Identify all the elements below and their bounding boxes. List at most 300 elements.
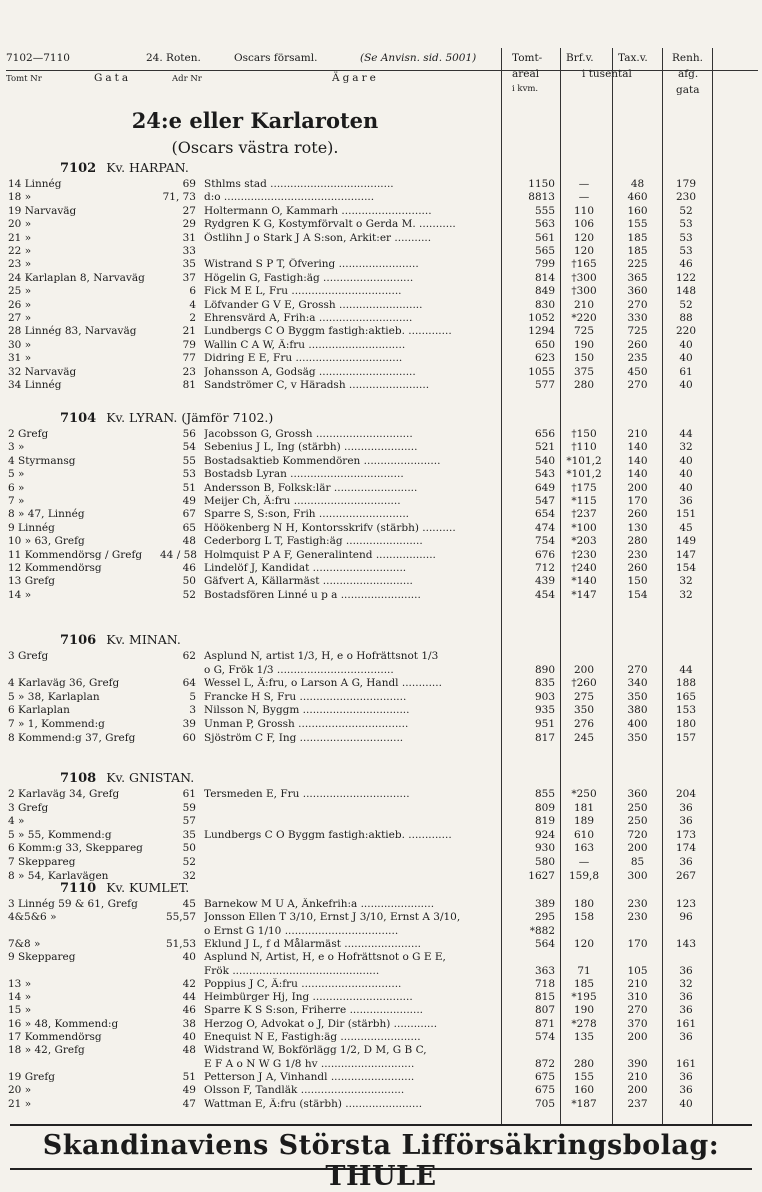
table-row [0, 575, 762, 588]
cleaning-fee-cell: 151 [675, 508, 697, 521]
tax-value-cell: 270 [627, 1004, 648, 1017]
tax-value-cell: 250 [627, 801, 648, 814]
address-number-cell: 67 [182, 508, 196, 521]
street-cell: 2 Karlaväg 34, Grefg [8, 788, 120, 800]
tax-value-cell: 230 [627, 898, 648, 910]
street-cell: 8 » 47, Linnég [8, 508, 85, 521]
cleaning-fee-cell: 32 [679, 575, 693, 588]
street-cell: 10 » 63, Grefg [8, 535, 85, 548]
area-cell: 454 [534, 588, 555, 601]
area-cell: 924 [534, 828, 555, 841]
area-cell: 814 [534, 271, 555, 284]
cleaning-fee-cell: 36 [679, 815, 693, 828]
area-cell: 809 [534, 801, 555, 814]
tax-value-cell: 210 [627, 428, 648, 440]
footer-rule [10, 1124, 752, 1126]
area-cell: 543 [534, 468, 555, 481]
fire-value-cell: 181 [573, 801, 595, 814]
area-cell: 439 [534, 575, 555, 588]
table-row [0, 589, 762, 602]
owner-cell: Herzog O, Advokat o J, Dir (stärbh) ............. [204, 1017, 438, 1030]
street-cell: 18 » [8, 191, 32, 204]
owner-cell: Wessel L, Ä:fru, o Larson A G, Handl ............ [204, 677, 442, 690]
fire-value-cell: †110 [571, 441, 597, 454]
street-cell: 20 » [8, 1084, 32, 1097]
address-number-cell: 33 [182, 245, 196, 257]
street-cell: 11 Kommendörsg / Grefg [8, 548, 143, 561]
owner-cell: Widstrand W, Bokförlägg 1/2, D M, G B C, [204, 1044, 427, 1057]
tax-value-cell: 210 [627, 977, 648, 990]
street-cell: 18 » 42, Grefg [8, 1044, 85, 1057]
address-number-cell: 48 [182, 1044, 196, 1057]
street-cell: 5 » 38, Karlaplan [8, 690, 100, 703]
table-row [0, 1084, 762, 1097]
table-row [0, 482, 762, 495]
tax-value-cell: 230 [627, 911, 648, 924]
fire-value-cell: 120 [573, 245, 595, 257]
fire-value-cell: 150 [573, 352, 595, 365]
area-cell: 718 [534, 977, 555, 990]
street-cell: 19 Grefg [8, 1070, 55, 1083]
area-cell: 564 [534, 937, 555, 950]
fire-value-cell: *278 [571, 1017, 597, 1030]
reference-note: (Se Anvisn. sid. 5001) [360, 52, 477, 64]
tax-value-cell: 260 [627, 338, 648, 351]
owner-cell: Sparre S, S:son, Frih ........................... [204, 508, 410, 521]
address-number-cell: 31 [182, 231, 196, 244]
district-label: 24. Roten. [146, 52, 201, 64]
rote-subtitle: (Oscars västra rote). [171, 138, 339, 157]
fire-value-cell: 210 [573, 298, 595, 311]
tax-value-cell: 340 [627, 677, 648, 690]
fire-value-cell: 110 [573, 204, 595, 217]
address-number-cell: 61 [182, 788, 196, 800]
block-number: 7108 [60, 771, 97, 786]
table-row [0, 938, 762, 951]
cleaning-fee-cell: 204 [675, 788, 697, 800]
tax-value-cell: 270 [627, 379, 648, 391]
owner-cell: Sjöström C F, Ing ............................... [204, 731, 404, 744]
block-number: 7110 [60, 881, 97, 896]
tax-value-cell: 237 [627, 1097, 648, 1110]
cleaning-fee-cell: 157 [675, 731, 697, 744]
address-number-cell: 53 [182, 468, 196, 481]
area-cell: 819 [534, 815, 555, 828]
area-cell: 8813 [528, 191, 555, 204]
table-row [0, 856, 762, 869]
table-row [0, 788, 762, 801]
street-cell: 4 Karlaväg 36, Grefg [8, 677, 120, 690]
owner-cell: Francke H S, Fru ................................ [204, 690, 407, 703]
table-row [0, 1031, 762, 1044]
street-cell: 7&8 » [8, 937, 41, 950]
address-number-cell: 55 [182, 454, 196, 467]
address-number-cell: 47 [182, 1097, 196, 1110]
cleaning-fee-cell: 267 [675, 869, 697, 882]
address-number-cell: 57 [182, 815, 196, 828]
fire-value-cell: *187 [571, 1097, 597, 1110]
fire-value-cell: 120 [573, 231, 595, 244]
owner-cell: Holmquist P A F, Generalintend .................. [204, 548, 436, 561]
owner-cell: d:o ............................................. [204, 191, 375, 204]
fire-value-cell: *100 [571, 521, 597, 534]
table-row [0, 842, 762, 855]
street-cell: 24 Karlaplan 8, Narvaväg [8, 271, 145, 284]
area-cell: 799 [534, 258, 555, 271]
owner-cell: Petterson J A, Vinhandl ......................... [204, 1070, 415, 1083]
address-number-cell: 71, 73 [162, 191, 196, 204]
street-cell: 13 » [8, 977, 32, 990]
area-cell: 807 [534, 1004, 555, 1017]
area-cell: 951 [534, 718, 555, 730]
col-areal-1: Tomt- [512, 52, 543, 64]
area-cell: 363 [534, 964, 555, 977]
tax-value-cell: 170 [627, 495, 648, 507]
page-range: 7102—7110 [6, 52, 70, 64]
address-number-cell: 44 / 58 [160, 548, 197, 561]
address-number-cell: 62 [182, 650, 196, 662]
fire-value-cell: †240 [571, 562, 597, 574]
table-row [0, 178, 762, 191]
address-number-cell: 46 [182, 562, 196, 574]
col-gata: Gata [94, 72, 132, 84]
tax-value-cell: 140 [627, 454, 648, 467]
owner-cell: Didring E E, Fru ................................ [204, 352, 403, 365]
cleaning-fee-cell: 40 [679, 481, 693, 494]
cleaning-fee-cell: 53 [679, 218, 693, 231]
col-areal-3: i kvm. [512, 84, 539, 94]
area-cell: 1627 [528, 869, 555, 882]
tax-value-cell: 140 [627, 441, 648, 454]
address-number-cell: 64 [182, 677, 196, 690]
cleaning-fee-cell: 32 [679, 588, 693, 601]
owner-cell: Östlihn J o Stark J A S:son, Arkit:er ........... [204, 231, 432, 244]
cleaning-fee-cell: 40 [679, 352, 693, 365]
area-cell: 855 [534, 788, 555, 800]
address-number-cell: 2 [189, 312, 196, 324]
street-cell: 14 Linnég [8, 178, 62, 190]
tax-value-cell: 235 [627, 352, 648, 365]
table-row [0, 205, 762, 218]
cleaning-fee-cell: 40 [679, 379, 693, 391]
address-number-cell: 49 [182, 495, 196, 507]
fire-value-cell: 350 [573, 704, 595, 717]
owner-cell: Frök ............................................ [204, 964, 380, 977]
fire-value-cell: 280 [573, 1057, 595, 1070]
street-cell: 28 Linnég 83, Narvaväg [8, 325, 137, 338]
street-cell: 6 » [8, 481, 25, 494]
cleaning-fee-cell: 40 [679, 468, 693, 481]
tax-value-cell: 270 [627, 298, 648, 311]
street-cell: 5 » 55, Kommend:g [8, 828, 112, 841]
fire-value-cell: 159,8 [568, 869, 600, 882]
table-row [0, 815, 762, 828]
address-number-cell: 69 [182, 178, 196, 190]
tax-value-cell: 150 [627, 575, 648, 588]
owner-cell: Asplund N, Artist, H, e o Hofrättsnot o G E E, [204, 951, 446, 964]
area-cell: 295 [534, 911, 555, 924]
cleaning-fee-cell: 149 [675, 535, 697, 548]
fire-value-cell: 71 [577, 964, 591, 977]
street-cell: 23 » [8, 258, 32, 271]
col-brf: Brf.v. [566, 52, 594, 64]
street-cell: 2 Grefg [8, 428, 49, 440]
fire-value-cell: †230 [571, 548, 597, 561]
address-number-cell: 23 [182, 365, 196, 378]
owner-cell: Asplund N, artist 1/3, H, e o Hofrättsnot 1/3 [204, 650, 439, 662]
cleaning-fee-cell: 32 [679, 977, 693, 990]
area-cell: 547 [534, 495, 555, 507]
tax-value-cell: 260 [627, 508, 648, 521]
area-cell: 565 [534, 245, 555, 257]
owner-cell: Lundbergs C O Byggm fastigh:aktieb. ............. [204, 828, 452, 841]
table-row [0, 1044, 762, 1057]
owner-cell: Sandströmer C, v Häradsh ........................ [204, 379, 430, 391]
street-cell: 14 » [8, 991, 32, 1004]
street-cell: 6 Karlaplan [8, 704, 70, 717]
street-cell: 9 Skeppareg [8, 951, 76, 964]
address-number-cell: 51,53 [165, 937, 196, 950]
table-row [0, 325, 762, 338]
table-row [0, 455, 762, 468]
cleaning-fee-cell: 173 [675, 828, 697, 841]
street-cell: 17 Kommendörsg [8, 1031, 102, 1043]
area-cell: 654 [534, 508, 555, 521]
area-cell: 623 [534, 352, 555, 365]
block-name: Kv. LYRAN. (Jämför 7102.) [106, 410, 274, 425]
cleaning-fee-cell: 179 [675, 178, 697, 190]
tax-value-cell: 350 [627, 731, 648, 744]
tax-value-cell: 200 [627, 481, 648, 494]
owner-cell: Sebenius J L, Ing (stärbh) ...................... [204, 441, 418, 454]
cleaning-fee-cell: 36 [679, 801, 693, 814]
table-row [0, 441, 762, 454]
area-cell: 650 [534, 338, 555, 351]
area-cell: 890 [534, 663, 555, 676]
street-cell: 4&5&6 » [8, 911, 57, 924]
owner-cell: Bostadsfören Linné u p a ........................ [204, 588, 421, 601]
tax-value-cell: 250 [627, 815, 648, 828]
area-cell: 835 [534, 677, 555, 690]
cleaning-fee-cell: 52 [679, 204, 693, 217]
area-cell: 872 [534, 1057, 555, 1070]
address-number-cell: 77 [182, 352, 196, 365]
table-row [0, 677, 762, 690]
owner-cell: Heimbürger Hj, Ing .............................. [204, 991, 413, 1004]
block-name: Kv. HARPAN. [106, 160, 189, 175]
table-row [0, 732, 762, 745]
table-row [0, 704, 762, 717]
fire-value-cell: †260 [571, 677, 597, 690]
street-cell: 27 » [8, 312, 32, 324]
area-cell: 849 [534, 285, 555, 298]
area-cell: 1055 [528, 365, 555, 378]
address-number-cell: 40 [182, 951, 196, 964]
owner-cell: o G, Frök 1/3 ................................... [204, 663, 394, 676]
fire-value-cell: — [578, 856, 590, 868]
col-areal-2: areal [512, 68, 540, 80]
tax-value-cell: 360 [627, 285, 648, 298]
fire-value-cell: *250 [571, 788, 597, 800]
table-row [0, 535, 762, 548]
owner-cell: Rydgren K G, Kostymförvalt o Gerda M. ........... [204, 218, 456, 231]
table-row [0, 549, 762, 562]
fire-value-cell: — [578, 178, 590, 190]
cleaning-fee-cell: 36 [679, 991, 693, 1004]
fire-value-cell: 375 [573, 365, 595, 378]
cleaning-fee-cell: 122 [675, 271, 697, 284]
block-number: 7106 [60, 633, 97, 648]
address-number-cell: 44 [182, 991, 196, 1004]
rote-title: 24:e eller Karlaroten [131, 108, 379, 133]
table-row [0, 495, 762, 508]
fire-value-cell: *195 [571, 991, 597, 1004]
area-cell: 540 [534, 454, 555, 467]
cleaning-fee-cell: 36 [679, 856, 693, 868]
fire-value-cell: 180 [573, 898, 595, 910]
tax-value-cell: 48 [630, 178, 645, 190]
owner-cell: Nilsson N, Byggm ................................ [204, 704, 410, 717]
cleaning-fee-cell: 123 [675, 898, 697, 910]
cleaning-fee-cell: 161 [675, 1017, 697, 1030]
street-cell: 31 » [8, 352, 32, 365]
block-heading [60, 880, 189, 896]
tax-value-cell: 370 [627, 1017, 648, 1030]
area-cell: 389 [534, 898, 555, 910]
owner-cell: Eklund J L, f d Målarmäst ....................... [204, 937, 422, 950]
tax-value-cell: 140 [627, 468, 648, 481]
table-row [0, 508, 762, 521]
area-cell: 930 [534, 842, 555, 855]
address-number-cell: 79 [182, 338, 196, 351]
area-cell: 649 [534, 481, 555, 494]
area-cell: 1052 [528, 312, 555, 324]
fire-value-cell: 189 [573, 815, 595, 828]
tax-value-cell: 450 [627, 365, 648, 378]
tax-value-cell: 725 [627, 325, 648, 338]
address-number-cell: 50 [182, 842, 196, 855]
tax-value-cell: 185 [627, 231, 648, 244]
address-number-cell: 46 [182, 1004, 196, 1017]
owner-cell: Sparre K S S:son, Friherre ...................... [204, 1004, 424, 1017]
area-cell: 754 [534, 535, 555, 548]
tax-value-cell: 170 [627, 937, 648, 950]
fire-value-cell: *101,2 [566, 454, 602, 467]
block-number: 7102 [60, 161, 97, 176]
area-cell: 580 [534, 856, 555, 868]
table-row [0, 911, 762, 924]
owner-cell: Unman P, Grossh ................................. [204, 718, 409, 730]
cleaning-fee-cell: 161 [675, 1057, 697, 1070]
owner-cell: Jacobsson G, Grossh ............................. [204, 428, 413, 440]
street-cell: 30 » [8, 338, 32, 351]
street-cell: 15 » [8, 1004, 32, 1017]
table-row [0, 522, 762, 535]
cleaning-fee-cell: 143 [675, 937, 697, 950]
tax-value-cell: 200 [627, 1084, 648, 1097]
address-number-cell: 51 [182, 481, 196, 494]
cleaning-fee-cell: 154 [675, 562, 697, 574]
tax-value-cell: 160 [627, 204, 648, 217]
owner-cell: Cederborg L T, Fastigh:äg ....................... [204, 535, 423, 548]
address-number-cell: 29 [182, 218, 196, 231]
area-cell: 656 [534, 428, 555, 440]
street-cell: 9 Linnég [8, 521, 55, 534]
street-cell: 26 » [8, 298, 32, 311]
street-cell: 6 Komm:g 33, Skeppareg [8, 842, 143, 855]
cleaning-fee-cell: 46 [679, 258, 693, 271]
street-cell: 14 » [8, 588, 32, 601]
address-number-cell: 38 [182, 1017, 196, 1030]
owner-cell: Andersson B, Folksk:lär ......................... [204, 481, 418, 494]
address-number-cell: 49 [182, 1084, 196, 1097]
owner-cell: Wistrand S P T, Öfvering ........................ [204, 258, 419, 271]
address-number-cell: 3 [189, 704, 196, 717]
cleaning-fee-cell: 40 [679, 338, 693, 351]
table-row [0, 285, 762, 298]
cleaning-fee-cell: 165 [675, 690, 697, 703]
table-row [0, 898, 762, 911]
street-cell: 12 Kommendörsg [8, 562, 102, 574]
area-cell: 1294 [528, 325, 555, 338]
table-row [0, 802, 762, 815]
street-cell: 3 » [8, 441, 25, 454]
address-number-cell: 21 [182, 325, 196, 338]
table-row [0, 191, 762, 204]
footer-rule-bottom [10, 1168, 752, 1170]
area-cell: 903 [534, 690, 555, 703]
tax-value-cell: 155 [627, 218, 648, 231]
address-number-cell: 27 [182, 204, 196, 217]
cleaning-fee-cell: 148 [675, 285, 697, 298]
col-tomt-nr: Tomt Nr [6, 74, 42, 84]
table-row [0, 218, 762, 231]
table-row [0, 272, 762, 285]
street-cell: 21 » [8, 231, 32, 244]
fire-value-cell: 160 [573, 1084, 595, 1097]
owner-cell: Enequist N E, Fastigh:äg ........................ [204, 1031, 421, 1043]
fire-value-cell: 200 [573, 663, 595, 676]
address-number-cell: 5 [189, 690, 196, 703]
table-row [0, 562, 762, 575]
fire-value-cell: 610 [573, 828, 595, 841]
owner-cell: Löfvander G V E, Grossh ......................... [204, 298, 423, 311]
block-name: Kv. GNISTAN. [106, 770, 195, 785]
parish-label: Oscars församl. [234, 52, 318, 64]
table-row [0, 925, 762, 938]
cleaning-fee-cell: 153 [675, 704, 697, 717]
fire-value-cell: 120 [573, 937, 595, 950]
owner-cell: Högelin G, Fastigh:äg ........................... [204, 271, 414, 284]
table-row [0, 951, 762, 964]
fire-value-cell: *203 [571, 535, 597, 548]
street-cell: 8 Kommend:g 37, Grefg [8, 731, 136, 744]
street-cell: 3 Grefg [8, 801, 49, 814]
area-cell: 577 [534, 379, 555, 391]
table-row [0, 299, 762, 312]
owner-cell: Bostadsaktieb Kommendören ....................... [204, 454, 441, 467]
street-cell: 3 Linnég 59 & 61, Grefg [8, 898, 138, 910]
fire-value-cell: †300 [571, 285, 597, 298]
fire-value-cell: *115 [571, 495, 597, 507]
area-cell: 935 [534, 704, 555, 717]
fire-value-cell: 106 [573, 218, 595, 231]
block-heading [60, 160, 189, 176]
tax-value-cell: 200 [627, 842, 648, 855]
owner-cell: Fick M E L, Fru ................................. [204, 285, 402, 298]
tax-value-cell: 460 [627, 191, 648, 204]
address-number-cell: 81 [182, 379, 196, 391]
